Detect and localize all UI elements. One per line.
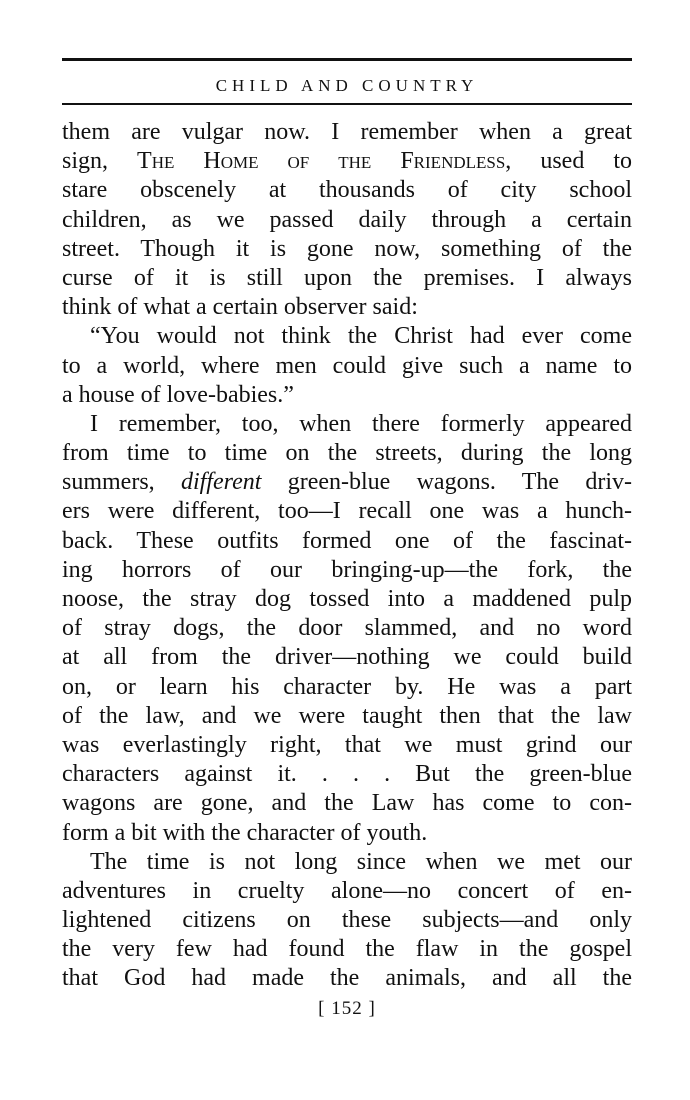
text-fragment: used to [540, 148, 633, 175]
text-line: I remember, too, when there formerly appeared [90, 410, 632, 437]
text-line: ers were different, too—I recall one was a hunch- [62, 498, 632, 525]
text-line: was everlastingly right, that we must grind our [62, 731, 632, 758]
text-line: curse of it is still upon the premises. I always [62, 264, 632, 291]
sign-name-small-caps: The Home of the Friendless, [137, 148, 512, 175]
text-line: back. These outfits formed one of the fascinat- [62, 527, 632, 554]
running-head: CHILD AND COUNTRY [215, 76, 479, 95]
text-line: of stray dogs, the door slammed, and no word [62, 615, 632, 642]
text-line: noose, the stray dog tossed into a maddened pulp [62, 586, 632, 612]
text-line: of the law, and we were taught then that the law [62, 702, 632, 729]
text-line: The time is not long since when we met our [90, 848, 632, 875]
header-rule-top [62, 58, 632, 61]
text-line: from time to time on the streets, during the long [62, 440, 632, 467]
text-line: that God had made the animals, and all the [62, 965, 632, 992]
text-line: them are vulgar now. I remember when a great [62, 119, 632, 145]
text-line: on, or learn his character by. He was a part [62, 673, 632, 700]
text-line: to a world, where men could give such a name to [62, 352, 632, 379]
text-line: at all from the driver—nothing we could build [62, 644, 632, 671]
text-line: a house of love-babies.” [62, 381, 294, 408]
book-page [62, 58, 632, 1038]
text-line: street. Though it is gone now, something of the [62, 235, 632, 262]
text-line: wagons are gone, and the Law has come to con- [62, 790, 632, 817]
text-line: lightened citizens on these subjects—and only [62, 907, 632, 934]
page-number: [ 152 ] [318, 998, 376, 1019]
text-line: adventures in cruelty alone—no concert of en- [62, 877, 632, 904]
italic-emphasis: different [180, 469, 262, 496]
text-line: stare obscenely at thousands of city school [62, 177, 632, 204]
text-line: ing horrors of our bringing-up—the fork, the [62, 556, 632, 583]
text-line: characters against it. . . . But the green-blue [62, 761, 632, 788]
text-line: think of what a certain observer said: [62, 294, 418, 321]
text-line: children, as we passed daily through a certain [62, 206, 632, 233]
text-line [62, 468, 632, 497]
text-line: “You would not think the Christ had ever come [90, 323, 632, 350]
header-rule-bottom [62, 103, 632, 105]
text-line: the very few had found the flaw in the gospel [62, 936, 632, 963]
text-line: form a bit with the character of youth. [62, 819, 428, 846]
text-fragment: sign, [62, 148, 109, 175]
text-line [62, 147, 632, 176]
body-text [62, 118, 632, 994]
text-fragment: summers, [62, 469, 155, 496]
text-fragment: green-blue wagons. The driv- [287, 469, 633, 496]
